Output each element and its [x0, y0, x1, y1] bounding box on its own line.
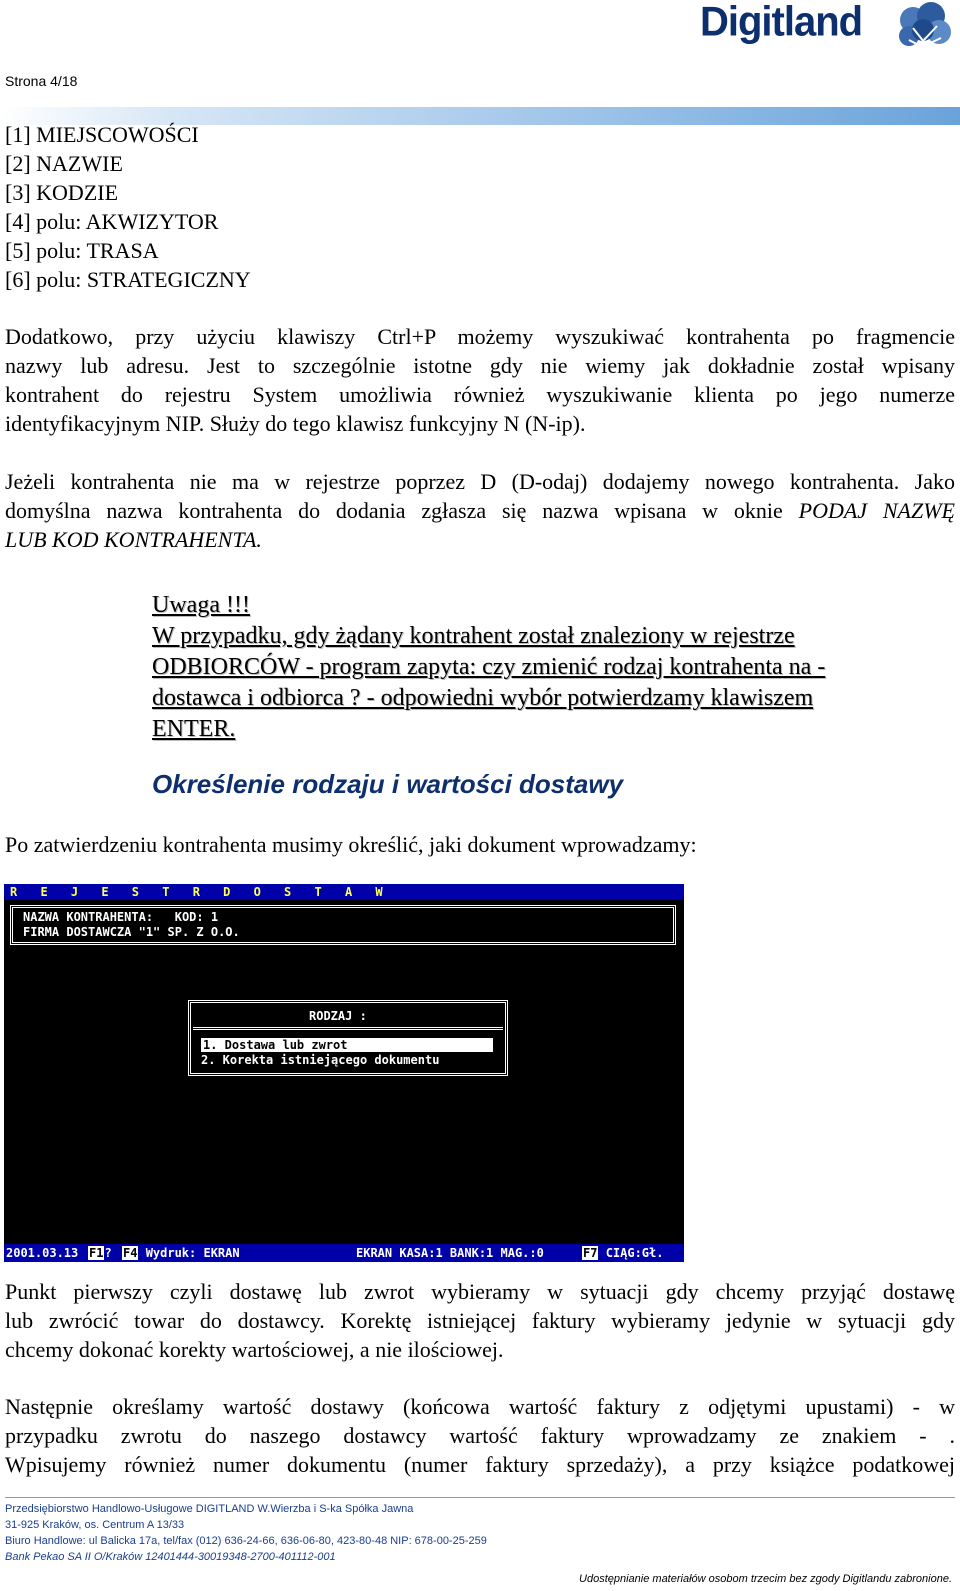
list-item: [4] polu: AKWIZYTOR	[5, 209, 219, 234]
warning-note	[152, 590, 932, 745]
footer-copyright: Udostępnianie materiałów osobom trzecim bez zgody Digitlandu zabronione.	[579, 1573, 952, 1585]
window-name: LUB KOD KONTRAHENTA.	[5, 527, 262, 552]
status-f4[interactable]	[122, 1244, 240, 1262]
f7-label: CIĄG:Gł.	[605, 1246, 664, 1260]
paragraph-line	[5, 525, 955, 554]
paragraph-add-contractor	[5, 467, 955, 554]
contractor-company-line: FIRMA DOSTAWCZA "1" SP. Z O.O.	[23, 925, 240, 939]
paragraph-line: Wpisujemy również numer dokumentu (numer faktury sprzedaży), a przy książce podatkowej	[5, 1452, 955, 1477]
menu-divider	[193, 1027, 503, 1030]
section-title: Określenie rodzaju i wartości dostawy	[152, 769, 624, 799]
contractor-name-line: NAZWA KONTRAHENTA: KOD: 1	[23, 910, 219, 924]
list-item: [6] polu: STRATEGICZNY	[5, 267, 251, 292]
digitland-logo	[700, 0, 955, 66]
warning-line: W przypadku, gdy żądany kontrahent został znaleziony w rejestrze	[152, 623, 795, 649]
paragraph-line: nazwy lub adresu. Jest to szczególnie istotne gdy nie wiemy jak dokładnie został wpisany	[5, 353, 955, 378]
menu-header: RODZAJ :	[309, 1009, 367, 1023]
paragraph-value	[5, 1392, 955, 1479]
window-name: PODAJ NAZWĘ	[798, 498, 955, 523]
document-type-menu	[188, 1000, 508, 1076]
footer-bank: Bank Pekao SA II O/Kraków 12401444-30019348-2700-401112-001	[5, 1551, 336, 1563]
status-f1[interactable]	[88, 1244, 112, 1262]
contractor-box	[10, 905, 676, 945]
menu-option-correction[interactable]: 2. Korekta istniejącego dokumentu	[201, 1053, 440, 1067]
f4-label: Wydruk: EKRAN	[145, 1246, 240, 1260]
paragraph-intro: Po zatwierdzeniu kontrahenta musimy określić, jaki dokument wprowadzamy:	[5, 832, 697, 857]
search-options-list	[5, 120, 251, 294]
paragraph-line: Dodatkowo, przy użyciu klawiszy Ctrl+P możemy wyszukiwać kontrahenta po fragmencie	[5, 324, 955, 349]
f1-label: ?	[104, 1246, 112, 1260]
paragraph-line: lub zwrócić towar do dostawcy. Korektę istniejącej faktury wybieramy jedynie w sytuacji gdy	[5, 1308, 955, 1333]
paragraph-line: Jeżeli kontrahenta nie ma w rejestrze poprzez D (D-odaj) dodajemy nowego kontrahenta. Jako	[5, 469, 955, 494]
status-middle: EKRAN KASA:1 BANK:1 MAG.:0	[356, 1246, 544, 1260]
paragraph-line: identyfikacyjnym NIP. Służy do tego klawisz funkcyjny N (N-ip).	[5, 411, 586, 436]
status-f7[interactable]	[582, 1244, 663, 1262]
paragraph-search	[5, 322, 955, 438]
terminal-screenshot	[4, 884, 684, 1262]
list-item: [3] KODZIE	[5, 180, 119, 205]
paragraph-line: chcemy dokonać korekty wartościowej, a nie ilościowej.	[5, 1337, 504, 1362]
status-date: 2001.03.13	[6, 1246, 79, 1260]
paragraph-line	[5, 496, 955, 525]
list-item: [1] MIEJSCOWOŚCI	[5, 122, 199, 147]
paragraph-line: Punkt pierwszy czyli dostawę lub zwrot wybieramy w sytuacji gdy chcemy przyjąć dostawę	[5, 1279, 955, 1304]
paragraph-text: domyślna nazwa kontrahenta do dodania zgłasza się nazwa wpisana w oknie	[5, 498, 799, 523]
footer-divider	[5, 1497, 955, 1498]
footer-address: 31-925 Kraków, os. Centrum A 13/33	[5, 1519, 185, 1531]
paragraph-line: przypadku zwrotu do naszego dostawcy wartość faktury wprowadzamy ze znakiem - .	[5, 1423, 955, 1448]
f4-key: F4	[123, 1246, 138, 1260]
menu-option-delivery[interactable]: 1. Dostawa lub zwrot	[201, 1038, 493, 1052]
paragraph-line: Następnie określamy wartość dostawy (końcowa wartość faktury z odjętymi upustami) - w	[5, 1394, 955, 1419]
paragraph-option-explain	[5, 1277, 955, 1364]
list-item: [5] polu: TRASA	[5, 238, 159, 263]
warning-title: Uwaga !!!	[152, 592, 250, 618]
logo-text: Digitland	[700, 0, 863, 46]
tree-icon	[895, 2, 953, 64]
paragraph-line: kontrahent do rejestru System umożliwia również wyszukiwanie klienta po jego numerze	[5, 382, 955, 407]
list-item: [2] NAZWIE	[5, 151, 123, 176]
terminal-status-bar	[4, 1244, 684, 1262]
warning-line: ENTER.	[152, 716, 236, 742]
page-number: Strona 4/18	[5, 73, 78, 89]
warning-line: dostawca i odbiorca ? - odpowiedni wybór potwierdzamy klawiszem	[152, 685, 814, 711]
footer-office: Biuro Handlowe: ul Balicka 17a, tel/fax (012) 636-24-66, 636-06-80, 423-80-48 NIP: 678-00-25-259	[5, 1535, 487, 1547]
f7-key: F7	[583, 1246, 598, 1260]
f1-key: F1	[89, 1246, 104, 1260]
warning-line: ODBIORCÓW - program zapyta: czy zmienić rodzaj kontrahenta na -	[152, 654, 826, 680]
footer-company: Przedsiębiorstwo Handlowo-Usługowe DIGITLAND W.Wierzba i S-ka Spółka Jawna	[5, 1503, 414, 1515]
terminal-title: R E J E S T R D O S T A W	[4, 884, 684, 900]
